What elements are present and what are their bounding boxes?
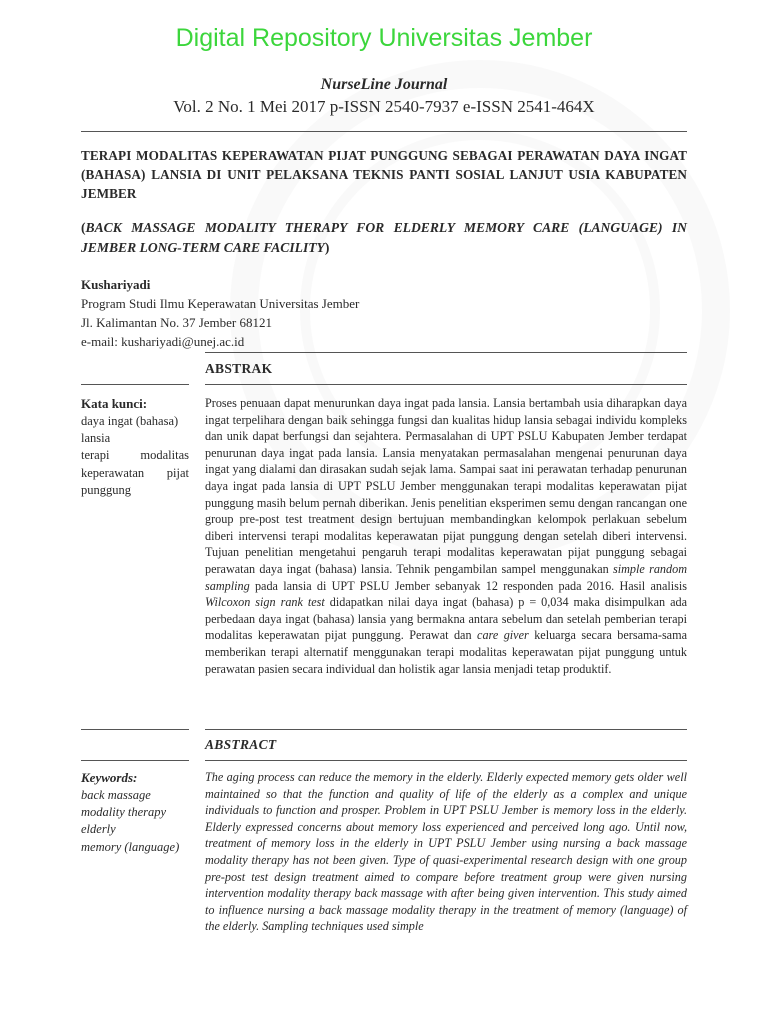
abstrak-bottom-rule (205, 384, 687, 385)
abstrak-italic-term: care giver (477, 628, 529, 643)
abstrak-top-rule (205, 352, 687, 353)
author-address: Jl. Kalimantan No. 37 Jember 68121 (81, 314, 272, 330)
author-block (81, 276, 481, 351)
author-name: Kushariyadi (81, 277, 151, 292)
journal-name: NurseLine Journal (320, 76, 448, 93)
abstrak-heading: ABSTRAK (205, 361, 273, 376)
keyword-item: back massage modality therapy (81, 787, 167, 820)
abstrak-part: pada lansia di UPT PSLU Jember sebanyak 12 responden pada 2016. Hasil analisis (249, 578, 687, 593)
abstrak-part: Proses penuaan dapat menurunkan daya ingat pada lansia. Lansia bertambah usia diharapkan daya ingat terpelihara dengan baik sehingga fungsi dan kualitas hidup lansia sebagai individu kompleks dan unik dapat berfungsi dan sejahtera. Permasalahan di UPT PSLU Kabupaten Jember terdapat penurunan daya ingat pada lansia. Lansia menyatakan permasalahan mengenai penurunan daya ingat yang dialami dan dirasakan sudah sejak lama. Sampai saat ini perawatan terhadap penurunan daya ingat pada lansia di UPT PSLU Jember menggunakan terapi modalitas keperawatan pijat punggung masih belum pernah diberikan. Jenis penelitian eksperimen semu dengan rancangan one group pre-post test treatment design bertujuan membandingkan kelompok perlakuan sebelum diberi intervensi terapi modalitas keperawatan pijat punggung dengan setelah diberi intervensi. Tujuan penelitian mengetahui pengaruh terapi modalitas keperawatan pijat punggung sebagai perawatan daya ingat (bahasa) lansia. Tehnik pengambilan sampel menggunakan (205, 396, 687, 576)
abstract-bottom-rule (205, 760, 687, 761)
kata-kunci-block (81, 395, 189, 499)
keywords-top-rule (81, 729, 189, 730)
keywords-rule (81, 760, 189, 761)
title-close-paren: ) (324, 240, 330, 256)
title-open-paren: ( (81, 220, 86, 235)
kata-kunci-heading: Kata kunci: (81, 396, 148, 411)
abstrak-italic-term: simple random sampling (205, 561, 687, 593)
abstract-heading: ABSTRACT (205, 737, 277, 752)
abstrak-italic-term: Wilcoxon sign rank test (205, 595, 325, 610)
journal-volume: Vol. 2 No. 1 Mei 2017 p-ISSN 2540-7937 e-ISSN 2541-464X (173, 97, 595, 116)
keywords-block (81, 769, 189, 856)
keyword-item: elderly (81, 822, 116, 837)
keyword-item: terapi modalitas keperawatan pijat punggung (81, 448, 189, 497)
keyword-item: lansia (81, 431, 111, 446)
author-email: e-mail: kushariyadi@unej.ac.id (81, 333, 245, 349)
abstrak-part: keluarga secara bersama-sama memberikan terapi alternatif menggunakan terapi modalitas keperawatan pijat punggung untuk perawatan pasien secara individual dan holistik agar lansia menjadi tetap produktif. (205, 628, 687, 676)
abstrak-part: didapatkan nilai daya ingat (bahasa) p = 0,034 maka disimpulkan ada perbedaan daya ingat (bahasa) lansia yang bermakna antara sebelum dan setelah pemberian terapi modalitas keperawatan pijat punggung. Perawat dan (205, 595, 688, 643)
keyword-item: daya ingat (bahasa) (81, 413, 179, 428)
header-rule (81, 131, 687, 132)
article-title: TERAPI MODALITAS KEPERAWATAN PIJAT PUNGGUNG SEBAGAI PERAWATAN DAYA INGAT (BAHASA) LANSIA DI UNIT PELAKSANA TEKNIS PANTI SOSIAL LANJUT USIA KABUPATEN JEMBER (81, 148, 687, 202)
kata-kunci-rule (81, 384, 189, 385)
abstract-top-rule (205, 729, 687, 730)
abstract-text: The aging process can reduce the memory in the elderly. Elderly expected memory gets older well maintained so that the function and quality of life of the elderly as a complex and unique individuals to function and prosper. Problem in UPT PSLU Jember is memory loss in the elderly. Elderly expressed concerns about memory loss experienced and perceived long ago. Until now, treatment of memory loss in the elderly in UPT PSLU Jember using nursing a back massage modality therapy has not been given. Type of quasi-experimental research design with one group pre-post test design treatment aimed to compare before treatment group were given nursing intervention modality therapy back massage with after being given intervention. This study aimed to influence nursing a back massage modality therapy in the treatment of memory (language) of the elderly. Sampling techniques used simple (205, 770, 687, 934)
abstrak-text (205, 395, 687, 677)
title-english-text: BACK MASSAGE MODALITY THERAPY FOR ELDERLY MEMORY CARE (LANGUAGE) IN JEMBER LONG-TERM CARE FACILITY (81, 220, 687, 256)
author-affiliation: Program Studi Ilmu Keperawatan Universitas Jember (81, 295, 360, 311)
repository-banner: Digital Repository Universitas Jember (175, 24, 593, 52)
keywords-heading: Keywords: (81, 770, 138, 785)
keyword-item: memory (language) (81, 839, 180, 854)
article-title-english (81, 218, 687, 259)
